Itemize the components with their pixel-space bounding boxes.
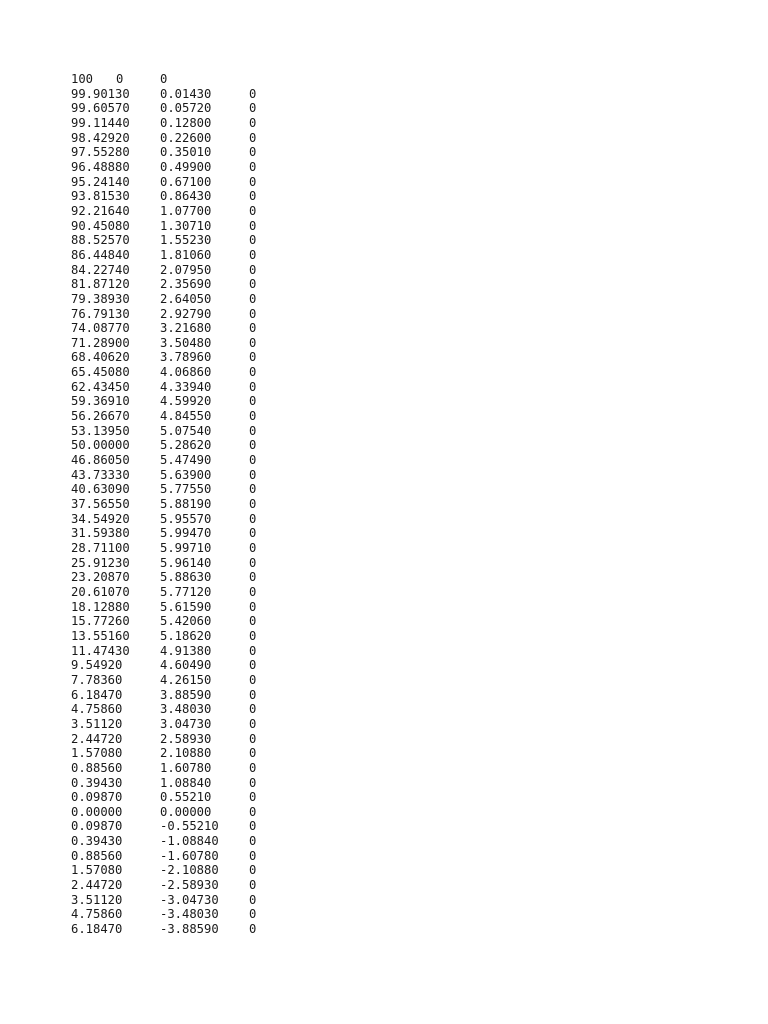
z-value-cell: 0 (249, 687, 257, 702)
z-value-cell: 0 (249, 702, 257, 717)
y-value-cell: 4.26150 (160, 672, 212, 687)
x-value-cell: 99.60570 (71, 101, 130, 116)
z-value-cell: 0 (249, 804, 257, 819)
x-value-cell: 50.00000 (71, 438, 130, 453)
y-value-cell: 0.05720 (160, 101, 212, 116)
y-value-cell: 1.30710 (160, 218, 212, 233)
x-value-cell: 0.88560 (71, 760, 123, 775)
y-value-cell: 0 (116, 72, 124, 86)
z-value-cell: 0 (249, 409, 257, 424)
z-value-cell: 0 (249, 115, 257, 130)
z-value-cell: 0 (249, 203, 257, 218)
y-value-cell: -1.08840 (160, 834, 219, 849)
y-value-cell: 5.95570 (160, 511, 212, 526)
z-value-cell: 0 (249, 335, 257, 350)
y-value-cell: 4.33940 (160, 379, 212, 394)
x-value-cell: 53.13950 (71, 423, 130, 438)
z-value-cell: 0 (249, 628, 257, 643)
y-value-cell: 5.99470 (160, 526, 212, 541)
z-value-cell: 0 (249, 467, 257, 482)
y-value-cell: 2.92790 (160, 306, 212, 321)
z-value-cell: 0 (160, 72, 168, 86)
y-value-cell: 1.07700 (160, 203, 212, 218)
z-value-cell: 0 (249, 86, 257, 101)
z-value-cell: 0 (249, 511, 257, 526)
x-value-cell: 1.57080 (71, 746, 123, 761)
x-value-cell: 98.42920 (71, 130, 130, 145)
x-value-cell: 99.90130 (71, 86, 130, 101)
z-value-cell: 0 (249, 834, 257, 849)
y-value-cell: 4.91380 (160, 643, 212, 658)
x-value-cell: 3.51120 (71, 892, 123, 907)
z-value-cell: 0 (249, 643, 257, 658)
y-value-cell: 2.35690 (160, 277, 212, 292)
z-value-cell: 0 (249, 365, 257, 380)
y-value-cell: 0.00000 (160, 804, 212, 819)
y-value-cell: 5.77120 (160, 584, 212, 599)
y-value-cell: 1.08840 (160, 775, 212, 790)
z-value-cell: 0 (249, 497, 257, 512)
y-value-cell: 2.10880 (160, 746, 212, 761)
z-value-cell: 0 (249, 760, 257, 775)
z-value-cell: 0 (249, 584, 257, 599)
z-value-cell: 0 (249, 599, 257, 614)
x-value-cell: 0.39430 (71, 775, 123, 790)
z-value-cell: 0 (249, 159, 257, 174)
z-value-cell: 0 (249, 614, 257, 629)
x-value-cell: 1.57080 (71, 863, 123, 878)
y-value-cell: 0.49900 (160, 159, 212, 174)
y-value-cell: 0.12800 (160, 115, 212, 130)
y-value-cell: 5.28620 (160, 438, 212, 453)
x-value-cell: 2.44720 (71, 878, 123, 893)
y-value-cell: -3.04730 (160, 892, 219, 907)
z-value-cell: 0 (249, 291, 257, 306)
z-value-cell: 0 (249, 423, 257, 438)
z-value-cell: 0 (249, 101, 257, 116)
x-value-cell: 2.44720 (71, 731, 123, 746)
y-value-cell: -1.60780 (160, 848, 219, 863)
z-value-cell: 0 (249, 658, 257, 673)
x-value-cell: 56.26670 (71, 409, 130, 424)
z-value-cell: 0 (249, 453, 257, 468)
z-value-cell: 0 (249, 145, 257, 160)
y-value-cell: 1.81060 (160, 247, 212, 262)
y-value-cell: 0.35010 (160, 145, 212, 160)
z-value-cell: 0 (249, 848, 257, 863)
x-value-cell: 18.12880 (71, 599, 130, 614)
y-value-cell: 0.86430 (160, 189, 212, 204)
x-value-cell: 9.54920 (71, 658, 123, 673)
x-value-cell: 46.86050 (71, 453, 130, 468)
y-value-cell: 5.88190 (160, 497, 212, 512)
x-value-cell: 3.51120 (71, 716, 123, 731)
y-value-cell: 5.07540 (160, 423, 212, 438)
y-value-cell: 3.78960 (160, 350, 212, 365)
y-value-cell: 0.01430 (160, 86, 212, 101)
x-value-cell: 34.54920 (71, 511, 130, 526)
x-value-cell: 59.36910 (71, 394, 130, 409)
y-value-cell: 5.18620 (160, 628, 212, 643)
x-value-cell: 0.00000 (71, 804, 123, 819)
z-value-cell: 0 (249, 570, 257, 585)
z-value-cell: 0 (249, 321, 257, 336)
z-value-cell: 0 (249, 350, 257, 365)
x-value-cell: 95.24140 (71, 174, 130, 189)
z-value-cell: 0 (249, 306, 257, 321)
z-value-cell: 0 (249, 482, 257, 497)
y-value-cell: 5.77550 (160, 482, 212, 497)
x-value-cell: 65.45080 (71, 365, 130, 380)
y-value-cell: 4.84550 (160, 409, 212, 424)
x-value-cell: 11.47430 (71, 643, 130, 658)
z-value-cell: 0 (249, 746, 257, 761)
z-value-cell: 0 (249, 907, 257, 922)
x-value-cell: 6.18470 (71, 687, 123, 702)
y-value-cell: 2.64050 (160, 291, 212, 306)
z-value-cell: 0 (249, 716, 257, 731)
y-value-cell: 2.07950 (160, 262, 212, 277)
x-value-cell: 13.55160 (71, 628, 130, 643)
x-value-cell: 68.40620 (71, 350, 130, 365)
y-value-cell: 4.06860 (160, 365, 212, 380)
z-value-cell: 0 (249, 130, 257, 145)
x-value-cell: 84.22740 (71, 262, 130, 277)
y-value-cell: -2.10880 (160, 863, 219, 878)
x-value-cell: 81.87120 (71, 277, 130, 292)
x-value-cell: 100 (71, 72, 94, 86)
z-value-cell: 0 (249, 555, 257, 570)
y-value-cell: 1.55230 (160, 233, 212, 248)
x-value-cell: 86.44840 (71, 247, 130, 262)
z-value-cell: 0 (249, 775, 257, 790)
z-value-cell: 0 (249, 922, 257, 937)
y-value-cell: -3.48030 (160, 907, 219, 922)
y-value-cell: 4.60490 (160, 658, 212, 673)
y-value-cell: 4.59920 (160, 394, 212, 409)
y-value-cell: 5.47490 (160, 453, 212, 468)
z-value-cell: 0 (249, 672, 257, 687)
y-value-cell: 5.42060 (160, 614, 212, 629)
z-value-cell: 0 (249, 189, 257, 204)
x-value-cell: 92.21640 (71, 203, 130, 218)
x-value-cell: 15.77260 (71, 614, 130, 629)
z-value-cell: 0 (249, 863, 257, 878)
z-value-cell: 0 (249, 174, 257, 189)
x-value-cell: 6.18470 (71, 922, 123, 937)
x-value-cell: 0.09870 (71, 790, 123, 805)
y-value-cell: 0.22600 (160, 130, 212, 145)
z-value-cell: 0 (249, 819, 257, 834)
z-value-cell: 0 (249, 233, 257, 248)
z-value-cell: 0 (249, 892, 257, 907)
x-value-cell: 88.52570 (71, 233, 130, 248)
x-value-cell: 0.39430 (71, 834, 123, 849)
y-value-cell: 5.96140 (160, 555, 212, 570)
x-value-cell: 20.61070 (71, 584, 130, 599)
x-value-cell: 71.28900 (71, 335, 130, 350)
x-value-cell: 23.20870 (71, 570, 130, 585)
z-value-cell: 0 (249, 541, 257, 555)
x-value-cell: 25.91230 (71, 555, 130, 570)
x-value-cell: 62.43450 (71, 379, 130, 394)
y-value-cell: -0.55210 (160, 819, 219, 834)
z-value-cell: 0 (249, 438, 257, 453)
y-value-cell: 3.48030 (160, 702, 212, 717)
y-value-cell: 5.88630 (160, 570, 212, 585)
y-value-cell: 0.55210 (160, 790, 212, 805)
x-value-cell: 28.71100 (71, 541, 130, 555)
x-value-cell: 99.11440 (71, 115, 130, 130)
x-value-cell: 4.75860 (71, 702, 123, 717)
x-value-cell: 97.55280 (71, 145, 130, 160)
y-value-cell: 5.63900 (160, 467, 212, 482)
y-value-cell: 3.04730 (160, 716, 212, 731)
y-value-cell: 2.58930 (160, 731, 212, 746)
z-value-cell: 0 (249, 878, 257, 893)
y-value-cell: 5.61590 (160, 599, 212, 614)
y-value-cell: 3.88590 (160, 687, 212, 702)
y-value-cell: 1.60780 (160, 760, 212, 775)
x-value-cell: 90.45080 (71, 218, 130, 233)
x-value-cell: 31.59380 (71, 526, 130, 541)
z-value-cell: 0 (249, 379, 257, 394)
y-value-cell: 0.67100 (160, 174, 212, 189)
x-value-cell: 7.78360 (71, 672, 123, 687)
z-value-cell: 0 (249, 247, 257, 262)
y-value-cell: 5.99710 (160, 541, 212, 555)
y-value-cell: -2.58930 (160, 878, 219, 893)
z-value-cell: 0 (249, 731, 257, 746)
x-value-cell: 0.88560 (71, 848, 123, 863)
x-value-cell: 76.79130 (71, 306, 130, 321)
x-value-cell: 4.75860 (71, 907, 123, 922)
x-value-cell: 93.81530 (71, 189, 130, 204)
z-value-cell: 0 (249, 262, 257, 277)
x-value-cell: 40.63090 (71, 482, 130, 497)
x-value-cell: 37.56550 (71, 497, 130, 512)
z-value-cell: 0 (249, 394, 257, 409)
x-value-cell: 96.48880 (71, 159, 130, 174)
x-value-cell: 0.09870 (71, 819, 123, 834)
z-value-cell: 0 (249, 277, 257, 292)
z-value-cell: 0 (249, 218, 257, 233)
x-value-cell: 74.08770 (71, 321, 130, 336)
z-value-cell: 0 (249, 790, 257, 805)
x-value-cell: 43.73330 (71, 467, 130, 482)
y-value-cell: -3.88590 (160, 922, 219, 937)
x-value-cell: 79.38930 (71, 291, 130, 306)
y-value-cell: 3.50480 (160, 335, 212, 350)
z-value-cell: 0 (249, 526, 257, 541)
y-value-cell: 3.21680 (160, 321, 212, 336)
